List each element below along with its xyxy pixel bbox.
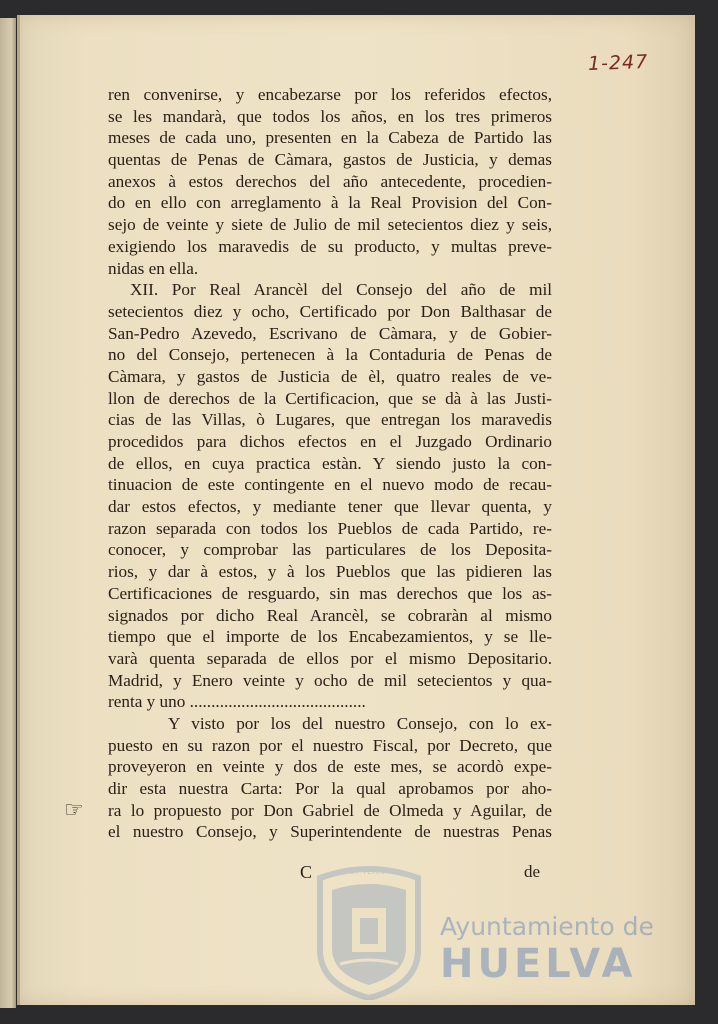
watermark <box>440 912 654 987</box>
text-line: do en ello con arreglamento à la Real Provision del Con- <box>108 193 552 213</box>
text-line: dar estos efectos, y mediante tener que llevar quenta, y <box>108 497 552 517</box>
text-line: llon de derechos de la Certificacion, que se dà à las Justi- <box>108 388 552 408</box>
text-line: tiempo que el importe de los Encabezamientos, y se lle- <box>108 627 552 647</box>
text-line: signados por dicho Real Arancèl, se cobraràn al mismo <box>108 605 552 625</box>
text-line: quentas de Penas de Càmara, gastos de Justicia, y demas <box>108 150 552 170</box>
text-line: ra lo propuesto por Don Gabriel de Olmeda y Aguilar, de <box>108 800 552 820</box>
text-line: Madrid, y Enero veinte y ocho de mil setecientos y qua- <box>108 670 552 690</box>
text-line: varà quenta separada de ellos por el mismo Depositario. <box>108 648 552 668</box>
catchword: de <box>524 862 541 881</box>
text-line: meses de cada uno, presenten en la Cabeza de Partido las <box>108 128 552 148</box>
text-line: proveyeron en veinte y dos de este mes, se acordò expe- <box>108 757 552 777</box>
pointing-hand-icon: ☞ <box>64 798 84 823</box>
text-line: cias de las Villas, ò Lugares, que entregan los maravedis <box>108 410 552 430</box>
seal-text-top: ET TERRA <box>349 867 389 876</box>
text-line: nidas en ella. <box>108 258 199 278</box>
body-text <box>108 84 552 843</box>
text-line: Càmara, y gastos de Justicia de èl, quatro reales de ve- <box>108 366 552 386</box>
text-line: San-Pedro Azevedo, Escrivano de Càmara, y de Gobier- <box>108 323 552 343</box>
text-line: setecientos diez y ocho, Certificado por Don Balthasar de <box>108 301 552 321</box>
text-line: puesto en su razon por el nuestro Fiscal, por Decreto, que <box>108 735 552 755</box>
folio-number: 1-247 <box>587 50 649 76</box>
text-line: exigiendo los maravedis de su producto, y multas preve- <box>108 236 552 256</box>
text-line: anexos à estos derechos del año antecedente, procedien- <box>108 171 552 191</box>
text-line: tinuacion de este contingente en el nuevo modo de recau- <box>108 475 552 495</box>
city-seal-icon <box>310 860 428 1000</box>
watermark-line1: Ayuntamiento de <box>440 912 654 941</box>
text-line: rios, y dar à estos, y à los Pueblos que las pidieren las <box>108 562 552 582</box>
watermark-line2: HUELVA <box>440 941 637 987</box>
text-line: Certificaciones de resguardo, sin mas derechos que los as- <box>108 583 552 603</box>
text-line: Y visto por los del nuestro Consejo, con lo ex- <box>168 713 552 733</box>
text-line: sejo de veinte y siete de Julio de mil setecientos diez y seis, <box>108 215 552 235</box>
facing-page-edge <box>0 18 16 1008</box>
page-gutter <box>17 15 20 1005</box>
text-line: no del Consejo, pertenecen à la Contaduria de Penas de <box>108 345 552 365</box>
signature-mark: C <box>300 862 313 882</box>
text-line: dir esta nuestra Carta: Por la qual aprobamos por aho- <box>108 779 552 798</box>
text-line: conocer, y comprobar las particulares de los Deposita- <box>108 540 552 560</box>
text-line: XII. Por Real Arancèl del Consejo del año de mil <box>130 280 552 300</box>
text-line: razon separada con todos los Pueblos de cada Partido, re- <box>108 518 552 538</box>
text-line: renta y uno ......................................... <box>108 692 366 712</box>
text-line: el nuestro Consejo, y Superintendente de nuestras Penas <box>108 822 552 842</box>
text-line: ren convenirse, y encabezarse por los referidos efectos, <box>108 85 552 104</box>
text-line: se les mandarà, que todos los años, en los tres primeros <box>108 106 552 126</box>
text-line: procedidos para dichos efectos en el Juzgado Ordinario <box>108 432 552 451</box>
text-line: de ellos, en cuya practica estàn. Y siendo justo la con- <box>108 453 552 473</box>
